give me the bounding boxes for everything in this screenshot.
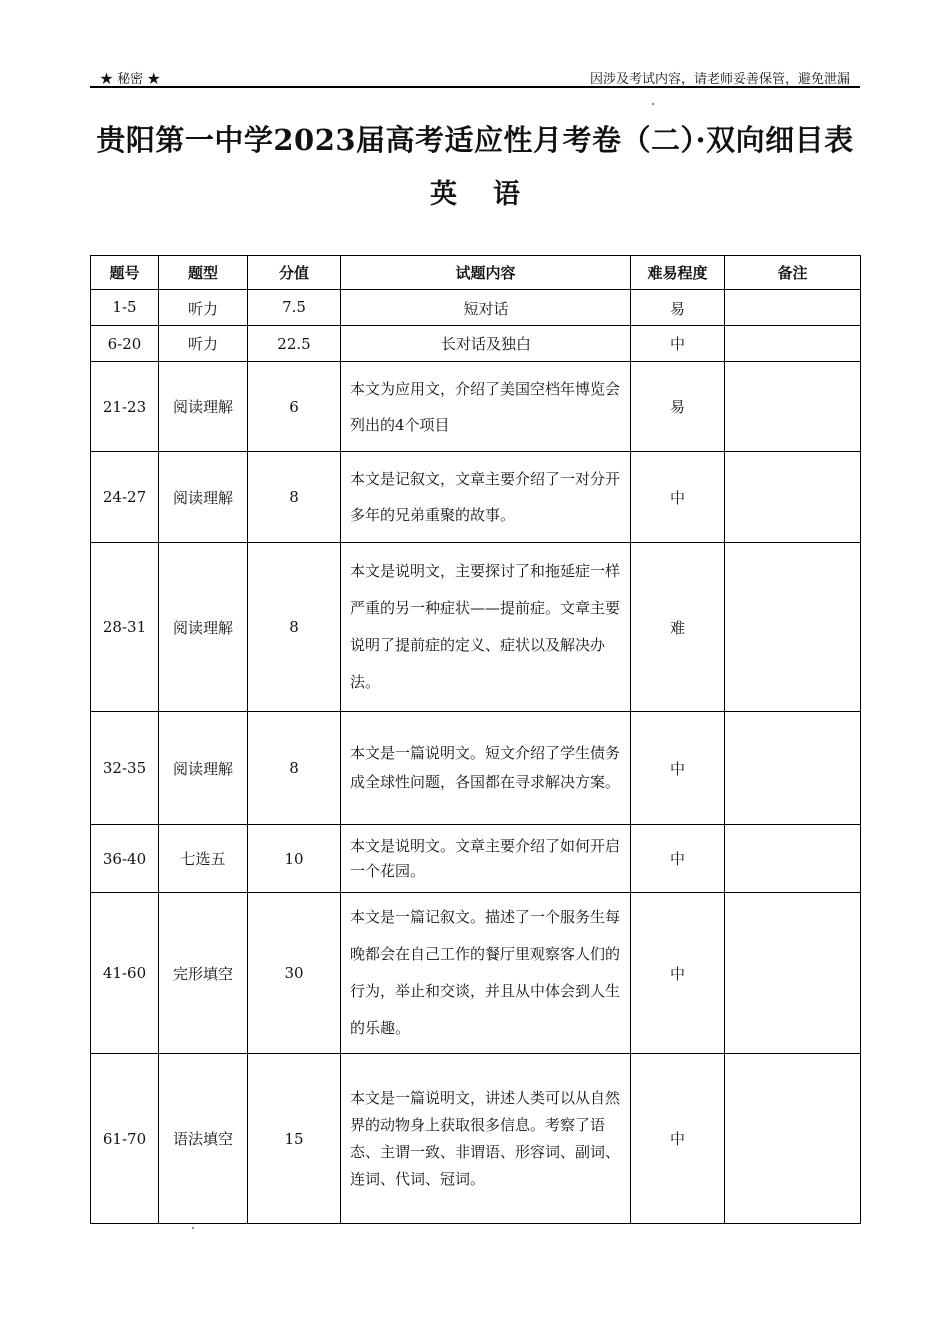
cell-type: 阅读理解 — [159, 543, 248, 712]
cell-content: 本文是记叙文，文章主要介绍了一对分开多年的兄弟重聚的故事。 — [341, 452, 631, 543]
cell-score: 10 — [248, 825, 341, 893]
header-content: 试题内容 — [341, 256, 631, 290]
subject-title — [0, 172, 950, 211]
cell-content: 长对话及独白 — [341, 326, 631, 362]
cell-score: 15 — [248, 1054, 341, 1224]
header-type: 题型 — [159, 256, 248, 290]
scan-speck — [192, 1227, 194, 1229]
cell-difficulty: 中 — [631, 825, 725, 893]
cell-note — [725, 893, 861, 1054]
cell-note — [725, 452, 861, 543]
cell-number: 1-5 — [91, 290, 159, 326]
cell-note — [725, 362, 861, 452]
cell-content: 短对话 — [341, 290, 631, 326]
cell-content: 本文是一篇说明文，讲述人类可以从自然界的动物身上获取很多信息。考察了语态、主谓一致、非谓语、形容词、副词、连词、代词、冠词。 — [341, 1054, 631, 1224]
cell-number: 28-31 — [91, 543, 159, 712]
cell-number: 32-35 — [91, 712, 159, 825]
header-score: 分值 — [248, 256, 341, 290]
cell-number: 6-20 — [91, 326, 159, 362]
document-title: 贵阳第一中学2023届高考适应性月考卷（二）·双向细目表 — [96, 123, 854, 157]
table-row — [91, 452, 861, 543]
cell-type: 七选五 — [159, 825, 248, 893]
cell-note — [725, 712, 861, 825]
scan-speck — [652, 103, 654, 105]
table-row — [91, 893, 861, 1054]
table-row — [91, 1054, 861, 1224]
header-note: 备注 — [725, 256, 861, 290]
cell-type: 阅读理解 — [159, 712, 248, 825]
table-row — [91, 290, 861, 326]
subject-char-1: 英 — [430, 179, 457, 210]
cell-note — [725, 326, 861, 362]
cell-note — [725, 290, 861, 326]
cell-difficulty: 中 — [631, 1054, 725, 1224]
cell-difficulty: 易 — [631, 290, 725, 326]
page-header — [90, 66, 860, 88]
cell-content: 本文是一篇记叙文。描述了一个服务生每晚都会在自己工作的餐厅里观察客人们的行为，举止和交谈，并且从中体会到人生的乐趣。 — [341, 893, 631, 1054]
cell-content: 本文是说明文，主要探讨了和拖延症一样严重的另一种症状——提前症。文章主要说明了提前症的定义、症状以及解决办法。 — [341, 543, 631, 712]
table-header-row — [91, 256, 861, 290]
cell-number: 41-60 — [91, 893, 159, 1054]
cell-difficulty: 难 — [631, 543, 725, 712]
subject-char-2: 语 — [493, 179, 520, 210]
table-row — [91, 712, 861, 825]
cell-score: 30 — [248, 893, 341, 1054]
cell-score: 22.5 — [248, 326, 341, 362]
table-row — [91, 362, 861, 452]
cell-type: 阅读理解 — [159, 362, 248, 452]
header-number: 题号 — [91, 256, 159, 290]
cell-score: 8 — [248, 712, 341, 825]
table-row — [91, 326, 861, 362]
cell-type: 阅读理解 — [159, 452, 248, 543]
cell-content: 本文是说明文。文章主要介绍了如何开启一个花园。 — [341, 825, 631, 893]
table-row — [91, 825, 861, 893]
cell-type: 完形填空 — [159, 893, 248, 1054]
confidentiality-notice: 因涉及考试内容，请老师妥善保管，避免泄漏 — [589, 72, 850, 87]
cell-difficulty: 中 — [631, 893, 725, 1054]
cell-note — [725, 825, 861, 893]
cell-number: 61-70 — [91, 1054, 159, 1224]
cell-difficulty: 中 — [631, 326, 725, 362]
cell-note — [725, 543, 861, 712]
cell-score: 7.5 — [248, 290, 341, 326]
confidential-mark: ★ 秘密 ★ — [100, 72, 161, 87]
table-row — [91, 543, 861, 712]
cell-number: 21-23 — [91, 362, 159, 452]
cell-type: 听力 — [159, 290, 248, 326]
cell-content: 本文为应用文，介绍了美国空档年博览会列出的4个项目 — [341, 362, 631, 452]
cell-score: 8 — [248, 452, 341, 543]
cell-score: 6 — [248, 362, 341, 452]
cell-note — [725, 1054, 861, 1224]
spec-table — [90, 255, 861, 1224]
header-difficulty: 难易程度 — [631, 256, 725, 290]
cell-number: 24-27 — [91, 452, 159, 543]
cell-type: 语法填空 — [159, 1054, 248, 1224]
cell-score: 8 — [248, 543, 341, 712]
cell-type: 听力 — [159, 326, 248, 362]
cell-difficulty: 中 — [631, 452, 725, 543]
cell-content: 本文是一篇说明文。短文介绍了学生债务成全球性问题，各国都在寻求解决方案。 — [341, 712, 631, 825]
cell-difficulty: 易 — [631, 362, 725, 452]
cell-difficulty: 中 — [631, 712, 725, 825]
cell-number: 36-40 — [91, 825, 159, 893]
